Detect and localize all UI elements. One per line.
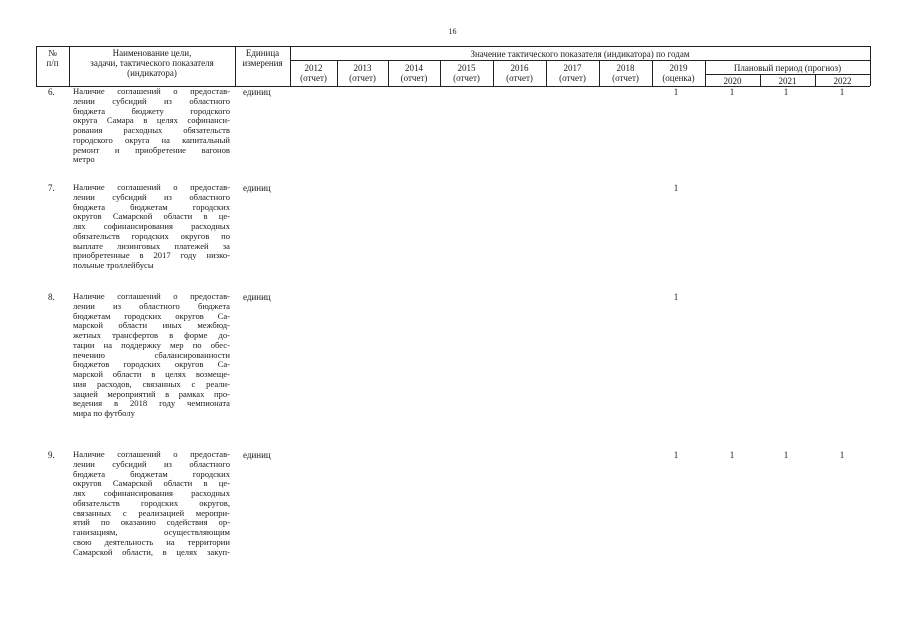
row-unit: единиц bbox=[243, 87, 271, 97]
header-name bbox=[69, 48, 235, 78]
year-kind: (отчет) bbox=[300, 73, 327, 83]
desc-line: Наличие соглашений о предостав- bbox=[73, 291, 230, 301]
header-unit bbox=[235, 48, 290, 68]
page-number: 16 bbox=[448, 27, 457, 36]
desc-line: Наличие соглашений о предостав- bbox=[73, 182, 230, 192]
desc-line: бюджетам городских округов Са- bbox=[73, 310, 230, 321]
year-label: 2013 bbox=[353, 63, 372, 73]
value-2021: 1 bbox=[783, 87, 789, 97]
desc-line: зацией мероприятий в рамках про- bbox=[73, 388, 230, 399]
desc-line: Самарской области, в целях закуп- bbox=[73, 546, 230, 557]
desc-line: лении из областного бюджета bbox=[73, 300, 230, 311]
year-kind: (отчет) bbox=[400, 73, 428, 83]
row-description bbox=[73, 183, 230, 271]
row-number: 9. bbox=[48, 450, 55, 460]
row-number: 6. bbox=[48, 87, 55, 97]
year-2018 bbox=[599, 63, 652, 83]
value-2019: 1 bbox=[673, 450, 679, 460]
desc-line: бюджетов городских округов Са- bbox=[73, 359, 230, 370]
desc-line: ремонт и приобретение вагонов bbox=[73, 144, 230, 155]
value-2020: 1 bbox=[729, 450, 735, 460]
desc-line: обязательств городских округов по bbox=[73, 230, 230, 241]
year-label: 2016 bbox=[510, 63, 529, 73]
year-2016 bbox=[493, 63, 546, 83]
value-2021: 1 bbox=[783, 450, 789, 460]
row-number: 8. bbox=[48, 292, 55, 302]
row-unit: единиц bbox=[243, 183, 271, 193]
desc-line: ведения в 2018 году чемпионата bbox=[73, 398, 230, 409]
year-2013 bbox=[337, 63, 388, 83]
desc-line: польные троллейбусы bbox=[73, 260, 154, 270]
desc-line: марской области иных межбюд- bbox=[73, 320, 230, 331]
year-label: 2019 bbox=[669, 63, 688, 73]
year-kind: (отчет) bbox=[559, 73, 586, 83]
year-2017 bbox=[546, 63, 599, 83]
desc-line: марской области в целях возмеще- bbox=[73, 369, 230, 379]
desc-line: тации на поддержку мер по обес- bbox=[73, 339, 230, 350]
desc-line: бюджета бюджетам городских bbox=[73, 468, 230, 479]
desc-line: метро bbox=[73, 154, 95, 165]
desc-line: печению сбалансированности bbox=[73, 349, 230, 360]
row-unit: единиц bbox=[243, 292, 271, 302]
header-values: Значение тактического показателя (индикатора) по годам bbox=[470, 49, 690, 59]
desc-line: ния расходов, связанных с реали- bbox=[73, 378, 230, 389]
desc-line: мира по футболу bbox=[73, 408, 135, 418]
desc-line: рования расходных обязательств bbox=[73, 125, 230, 135]
plan-year-2022: 2022 bbox=[833, 76, 852, 86]
year-label: 2015 bbox=[457, 63, 476, 73]
desc-line: ганизациям, осуществляющим bbox=[73, 527, 230, 537]
desc-line: городского округа на капитальный bbox=[73, 134, 230, 145]
plan-years-border bbox=[705, 74, 870, 75]
year-label: 2018 bbox=[616, 63, 635, 73]
header-unit-text: Единица измерения bbox=[242, 48, 283, 68]
desc-line: округов Самарской области в це- bbox=[73, 211, 230, 222]
year-label: 2017 bbox=[563, 63, 582, 73]
desc-line: бюджета бюджету городского bbox=[73, 105, 230, 116]
year-kind: (отчет) bbox=[453, 73, 480, 83]
value-2022: 1 bbox=[839, 87, 845, 97]
year-kind: (отчет) bbox=[612, 73, 639, 83]
plan-year-2020: 2020 bbox=[723, 76, 742, 86]
planned-period: Плановый период (прогноз) bbox=[733, 63, 842, 73]
value-2022: 1 bbox=[839, 450, 845, 460]
desc-line: лях софинансирования расходных bbox=[73, 221, 230, 231]
desc-line: приобретенные в 2017 году низко- bbox=[73, 250, 230, 261]
year-kind: (отчет) bbox=[506, 73, 533, 83]
desc-line: лении субсидий из областного bbox=[73, 191, 230, 202]
col-divider bbox=[870, 46, 871, 86]
year-kind: (оценка) bbox=[662, 73, 695, 83]
desc-line: лении субсидий из областного bbox=[73, 95, 230, 106]
year-kind: (отчет) bbox=[349, 73, 376, 83]
year-2015 bbox=[440, 63, 493, 83]
row-number: 7. bbox=[48, 183, 55, 193]
value-2019: 1 bbox=[673, 183, 679, 193]
header-name-text: Наименование цели, задачи, тактического показателя (индикатора) bbox=[90, 48, 214, 78]
header-sub-border bbox=[290, 60, 870, 61]
row-unit: единиц bbox=[243, 450, 271, 460]
desc-line: лении субсидий из областного bbox=[73, 458, 230, 469]
row-description bbox=[73, 450, 230, 557]
desc-line: ятий по оказанию содействия ор- bbox=[73, 517, 230, 528]
row-description bbox=[73, 87, 230, 165]
header-num bbox=[36, 48, 69, 68]
year-2012 bbox=[290, 63, 337, 83]
desc-line: округа Самара в целях софинанси- bbox=[73, 115, 230, 126]
header-num-text: № п/п bbox=[46, 48, 59, 68]
desc-line: лях софинансирования расходных bbox=[73, 488, 230, 498]
value-2020: 1 bbox=[729, 87, 735, 97]
year-label: 2012 bbox=[304, 63, 323, 73]
year-2014 bbox=[388, 63, 440, 83]
value-2019: 1 bbox=[673, 87, 679, 97]
desc-line: округов Самарской области в це- bbox=[73, 478, 230, 489]
desc-line: бюджета бюджетам городских bbox=[73, 201, 230, 212]
desc-line: связанных с реализацией меропри- bbox=[73, 507, 230, 518]
table-top-border bbox=[36, 46, 870, 47]
value-2019: 1 bbox=[673, 292, 679, 302]
year-2019 bbox=[652, 63, 705, 83]
row-description bbox=[73, 292, 230, 419]
year-label: 2014 bbox=[405, 63, 423, 73]
desc-line: Наличие соглашений о предостав- bbox=[73, 86, 230, 96]
desc-line: обязательств городских округов, bbox=[73, 497, 230, 508]
desc-line: свою деятельность на территории bbox=[73, 536, 230, 547]
desc-line: Наличие соглашений о предостав- bbox=[73, 449, 230, 459]
desc-line: жетных трансфертов в форме до- bbox=[73, 330, 230, 340]
plan-year-2021: 2021 bbox=[778, 76, 797, 86]
desc-line: выплате лизинговых платежей за bbox=[73, 240, 230, 251]
